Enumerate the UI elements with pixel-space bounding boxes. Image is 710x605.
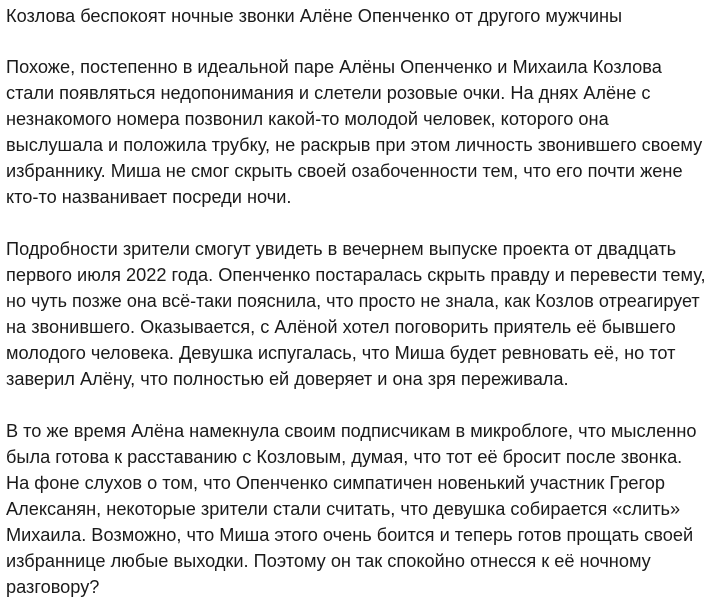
paragraph-line: кто-то названивает посреди ночи. <box>6 187 292 207</box>
paragraph-line: Алексанян, некоторые зрители стали считать, что девушка собирается «слить» <box>6 499 681 519</box>
paragraph-line: избраннице любые выходки. Поэтому он так спокойно отнесся к её ночному <box>6 551 651 571</box>
paragraph-line: выслушала и положила трубку, не раскрыв при этом личность звонившего своему <box>6 135 703 155</box>
article <box>6 0 706 600</box>
paragraph-line: незнакомого номера позвонил какой-то молодой человек, которого она <box>6 109 609 129</box>
paragraph-line: заверил Алёну, что полностью ей доверяет и она зря переживала. <box>6 369 569 389</box>
article-title: Козлова беспокоят ночные звонки Алёне Опенченко от другого мужчины <box>6 6 623 26</box>
paragraph-line: На фоне слухов о том, что Опенченко симпатичен новенький участник Грегор <box>6 473 665 493</box>
paragraph-line: первого июля 2022 года. Опенченко постаралась скрыть правду и перевести тему, <box>6 265 706 285</box>
paragraph-line: Похоже, постепенно в идеальной паре Алёны Опенченко и Михаила Козлова <box>6 57 662 77</box>
paragraph-line: на звонившего. Оказывается, с Алёной хотел поговорить приятель её бывшего <box>6 317 676 337</box>
paragraph-line: разговору? <box>6 577 100 597</box>
paragraph-line: но чуть позже она всё-таки пояснила, что просто не знала, как Козлов отреагирует <box>6 291 700 311</box>
article-paragraph-3 <box>6 418 706 600</box>
paragraph-line: избраннику. Миша не смог скрыть своей озабоченности тем, что его почти жене <box>6 161 683 181</box>
paragraph-line: В то же время Алёна намекнула своим подписчикам в микроблоге, что мысленно <box>6 421 697 441</box>
paragraph-line: стали появляться недопонимания и слетели розовые очки. На днях Алёне с <box>6 83 651 103</box>
paragraph-line: Подробности зрители смогут увидеть в вечернем выпуске проекта от двадцать <box>6 239 677 259</box>
paragraph-line: Михаила. Возможно, что Миша этого очень боится и теперь готов прощать своей <box>6 525 694 545</box>
paragraph-line: молодого человека. Девушка испугалась, что Миша будет ревновать её, но тот <box>6 343 676 363</box>
article-paragraph-1 <box>6 54 706 210</box>
paragraph-line: была готова к расставанию с Козловым, думая, что тот её бросит после звонка. <box>6 447 683 467</box>
article-paragraph-2 <box>6 236 706 392</box>
